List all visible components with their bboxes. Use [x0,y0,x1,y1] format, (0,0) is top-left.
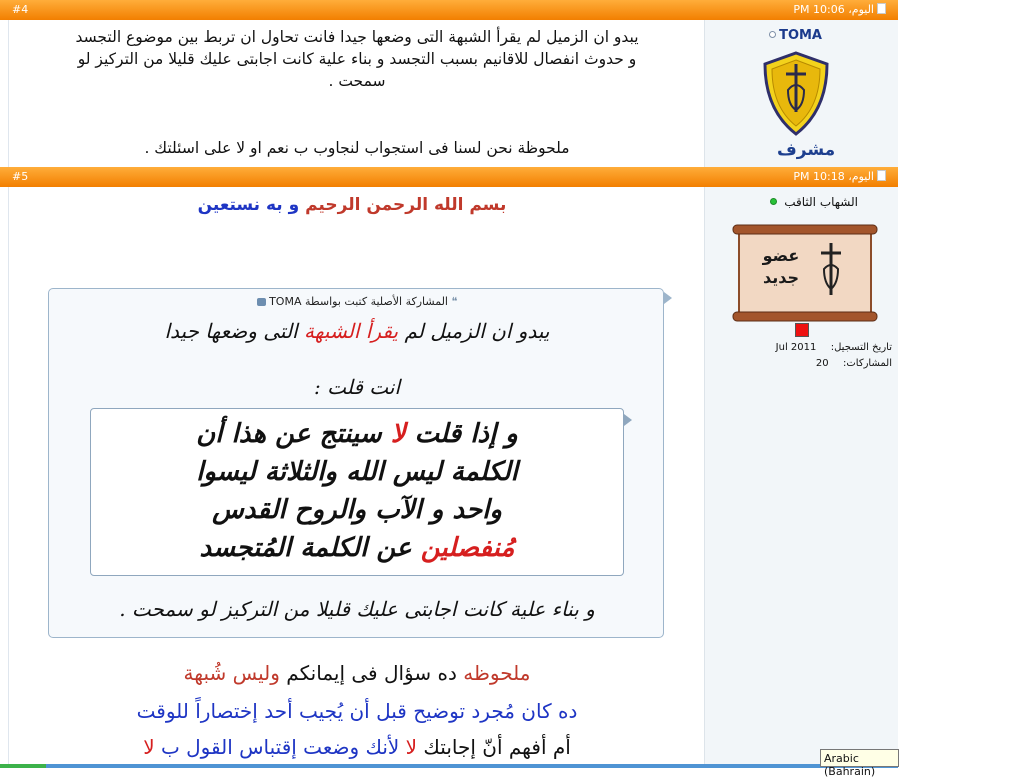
post-header-bar [0,167,898,187]
post-date [793,3,886,16]
user-panel [704,20,898,167]
post-message [8,20,704,167]
quote-box [48,288,664,638]
bottom-strip-segment [0,764,46,768]
user-rank-title: مشرف [777,140,836,160]
note-line [9,661,705,685]
post-time: 10:06 PM [793,3,845,16]
document-icon [877,3,886,14]
quote-text: يبدو ان الزميل لم [404,319,550,343]
language-indicator[interactable]: Arabic (Bahrain) [820,749,899,767]
nested-quote-text: لا [390,419,406,449]
bottom-strip [0,764,898,768]
join-date [776,342,892,353]
post-body-line: يبدو ان الزميل لم يقرأ الشبهة التى وضعها جيدا فانت تحاول ان تربط بين موضوع التجسد [75,28,639,46]
post-count-label: المشاركات: [843,358,892,369]
nested-quote-line: واحد و الآب والروح القدس [212,495,502,525]
username-link[interactable] [769,28,822,43]
online-status-icon [770,198,777,205]
post-note: ملحوظة نحن لسنا فى استجواب لنجاوب ب نعم او لا على اسئلتك . [144,139,570,157]
rank-badge [733,225,877,325]
username-text: الشهاب الثاقب [784,195,858,209]
join-date-label: تاريخ التسجيل: [830,342,892,353]
note-line [9,735,705,759]
quote-attribution: المشاركة الأصلية كتبت بواسطة TOMA [269,295,448,308]
post-number-link[interactable]: #5 [12,170,29,183]
nested-quote-box [90,408,624,576]
quote-line: انت قلت : [313,375,401,399]
quote-marks-icon: ❝ [451,295,458,308]
rank-badge-line: جديد [762,268,800,287]
basmala-text: و به نستعين [197,195,300,215]
note-text: لا [405,735,418,759]
post-time: 10:18 PM [793,170,845,183]
post-count [816,358,892,369]
join-date-value: Jul 2011 [775,342,817,353]
post-count-value: 20 [815,358,829,369]
note-line: ده كان مُجرد توضيح قبل أن يُجيب أحد إختصاراً للوقت [136,699,578,723]
note-text: أم أفهم أنّ إجابتك [423,735,571,759]
post-date-label: اليوم، [848,3,874,16]
post-body-line: و حدوث انفصال للاقانيم بسبب التجسد و بناء علية كانت اجابتى عليك قليلا من التركيز لو [77,50,637,68]
view-post-icon[interactable] [257,298,266,306]
nested-quote-text: عن الكلمة المُتجسد [199,533,412,563]
nested-quote-line [91,529,623,567]
user-panel [704,187,898,764]
note-text: لأنك وضعت إقتباس القول ب [160,735,400,759]
post-message [8,187,704,764]
note-text: لا [143,735,155,759]
reputation-icon [795,323,809,337]
post-date [793,170,886,183]
quote-text: التى وضعها جيدا [164,319,298,343]
username-link[interactable] [770,195,858,209]
post-body [17,26,697,92]
basmala-text: بسم الله الرحمن الرحيم [305,195,507,215]
quote-text: يقرأ الشبهة [303,319,399,343]
note-text: وليس شُبهة [183,661,280,685]
basmala-line [9,195,705,215]
post-date-label: اليوم، [848,170,874,183]
post [8,20,898,167]
note-text: ملحوظه [463,661,531,685]
moderator-shield-icon [761,50,831,138]
nested-quote-line: الكلمة ليس الله والثلاثة ليسوا [196,457,518,487]
username-text: TOMA [779,28,822,43]
nested-quote-text: مُنفصلين [420,533,515,563]
document-icon [877,170,886,181]
offline-status-icon [769,31,776,38]
post-header-bar [0,0,898,20]
post-number-link[interactable]: #4 [12,3,29,16]
post-body-line: سمحت . [328,72,386,90]
quote-header [49,295,665,308]
post [8,187,898,764]
rank-badge-line: عضو [762,246,800,265]
nested-quote-text: سينتج عن هذا أن [196,419,382,449]
nested-quote-line [91,415,623,453]
quote-line [49,319,665,343]
nested-quote-text: و إذا قلت [414,419,518,449]
quote-line: و بناء علية كانت اجابتى عليك قليلا من التركيز لو سمحت . [119,597,595,621]
note-text: ده سؤال فى إيمانكم [286,661,457,685]
rank-badge-text [741,245,821,289]
